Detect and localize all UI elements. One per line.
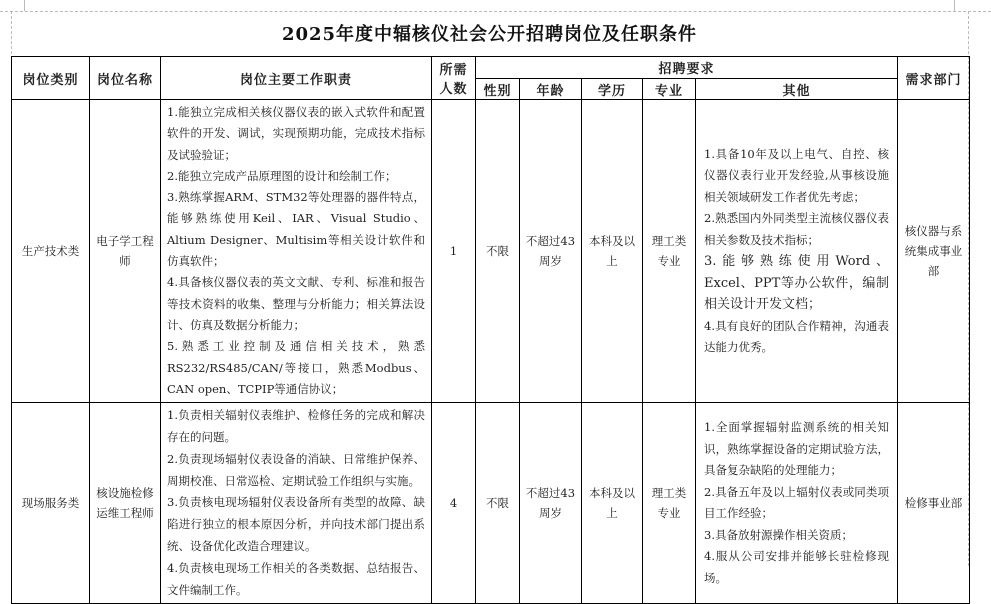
- header-duties: 岗位主要工作职责: [161, 57, 432, 100]
- cell-other: [696, 403, 898, 604]
- header-department: 需求部门: [898, 57, 970, 100]
- header-major: 专业: [643, 79, 696, 100]
- corner-mark-right: [954, 0, 955, 11]
- document-title: 2025年度中辐核仪社会公开招聘岗位及任职条件: [281, 24, 698, 45]
- header-count: 所需人数: [432, 57, 476, 100]
- cell-education: 本科及以上: [582, 403, 643, 604]
- header-name: 岗位名称: [90, 57, 161, 100]
- cell-education: 本科及以上: [582, 100, 643, 403]
- duty-item: 2.能独立完成产品原理图的设计和绘制工作；: [167, 168, 397, 183]
- table-row: [12, 403, 970, 604]
- header-age: 年龄: [520, 79, 582, 100]
- table-row: [12, 100, 970, 403]
- header-education: 学历: [582, 79, 643, 100]
- cell-name: 电子学工程师: [90, 100, 161, 403]
- cell-department: 核仪器与系统集成事业部: [898, 100, 970, 403]
- duty-item: 3.负责核电现场辐射仪表设备所有类型的故障、缺陷进行独立的根本原因分析，并向技术部门提出系统、设备优化改造合理建议。: [167, 495, 425, 553]
- cell-age: 不超过43周岁: [520, 100, 582, 403]
- duty-item: 1.负责相关辐射仪表维护、检修任务的完成和解决存在的问题。: [167, 408, 425, 444]
- duty-item: 4.负责核电现场工作相关的各类数据、总结报告、文件编制工作。: [167, 560, 425, 597]
- cell-major: 理工类专业: [643, 403, 696, 604]
- other-item: 2.熟悉国内外同类型主流核仪器仪表相关参数及技术指标；: [704, 211, 890, 247]
- header-category: 岗位类别: [12, 57, 90, 100]
- cell-department: 检修事业部: [898, 403, 970, 604]
- header-row-1: [12, 57, 970, 79]
- other-item: 3.具备放射源操作相关资质；: [704, 527, 853, 542]
- header-other: 其他: [696, 79, 898, 100]
- other-item: 1.全面掌握辐射监测系统的相关知识，熟练掌握设备的定期试验方法，具备复杂缺陷的处理能力；: [704, 420, 890, 478]
- header-gender: 性别: [476, 79, 520, 100]
- cell-gender: 不限: [476, 403, 520, 604]
- other-item: 4.服从公司安排并能够长驻检修现场。: [704, 549, 890, 585]
- cell-duties: [161, 403, 432, 604]
- cell-duties: [161, 100, 432, 403]
- cell-gender: 不限: [476, 100, 520, 403]
- cell-name: 核设施检修运维工程师: [90, 403, 161, 604]
- recruitment-table: [11, 56, 970, 604]
- cell-age: 不超过43周岁: [520, 403, 582, 604]
- duty-item: 3.熟练掌握ARM、STM32等处理器的器件特点，能够熟练使用Keil、IAR、Visual Studio、Altium Designer、Multisim等相关设计软件和仿真软件；: [167, 190, 425, 269]
- duty-item: 2.负责现场辐射仪表设备的消缺、日常维护保养、周期校准、日常巡检、定期试验工作组织与实施。: [167, 451, 425, 488]
- cell-count: 4: [432, 403, 476, 604]
- cell-other: [696, 100, 898, 403]
- other-item: 4.具有良好的团队合作精神，沟通表达能力优秀。: [704, 318, 890, 355]
- other-item: 2.具备五年及以上辐射仪表或同类项目工作经验；: [704, 484, 890, 521]
- cell-count: 1: [432, 100, 476, 403]
- duty-item: 4.具备核仪器仪表的英文文献、专利、标准和报告等技术资料的收集、整理与分析能力；相关算法设计、仿真及数据分析能力；: [167, 275, 425, 332]
- header-requirements: 招聘要求: [476, 57, 898, 79]
- cell-major: 理工类专业: [643, 100, 696, 403]
- cell-category: 现场服务类: [12, 403, 90, 604]
- other-item: 1.具备10年及以上电气、自控、核仪器仪表行业开发经验,从事核设施相关领域研发工作者优先考虑；: [704, 146, 890, 204]
- other-item: 3.能够熟练使用Word、Excel、PPT等办公软件，编制相关设计开发文档；: [704, 254, 890, 313]
- duty-item: 1.能独立完成相关核仪器仪表的嵌入式软件和配置软件的开发、调试，实现预期功能，完成技术指标及试验验证；: [167, 105, 425, 162]
- cell-category: 生产技术类: [12, 100, 90, 403]
- page-margin-top: [0, 11, 991, 12]
- corner-mark-left: [24, 0, 25, 11]
- duty-item: 5.熟悉工业控制及通信相关技术，熟悉RS232/RS485/CAN/等接口，熟悉Modbus、CAN open、TCPIP等通信协议；: [167, 339, 425, 396]
